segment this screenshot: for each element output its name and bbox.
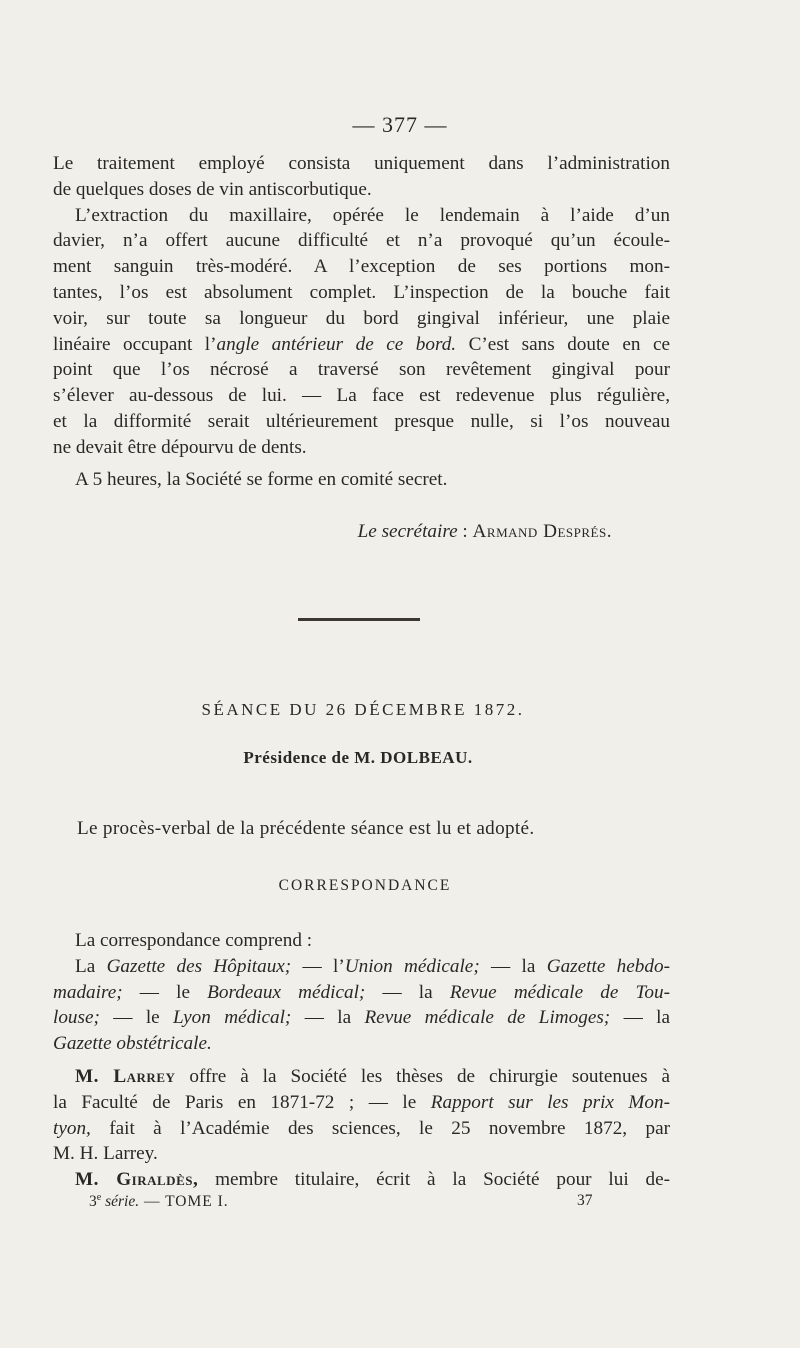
correspondance-block bbox=[53, 928, 670, 1057]
correspondance-intro: La correspondance comprend : bbox=[75, 930, 313, 951]
journal-title: Revue médicale de Limoges; bbox=[364, 1007, 611, 1029]
serie-superscript: e bbox=[96, 1192, 102, 1203]
journal-title: Gazette hebdo- bbox=[546, 955, 670, 977]
larrey-line-1 bbox=[53, 1064, 670, 1090]
journal-title: Gazette obstétricale. bbox=[53, 1033, 212, 1055]
serie-word: série. bbox=[101, 1193, 140, 1211]
line-text: linéaire occupant l’ bbox=[53, 333, 217, 355]
paragraph-extraction-line-8: s’élever au-dessous de lui. — La face est redevenue plus régulière, bbox=[53, 385, 670, 407]
journal-title: Gazette des Hôpitaux; bbox=[106, 955, 292, 977]
larrey-block bbox=[53, 1064, 670, 1193]
proces-verbal: Le procès-verbal de la précédente séance est lu et adopté. bbox=[77, 818, 535, 839]
paragraph-treatment-line-2: de quelques doses de vin antiscorbutique. bbox=[53, 178, 372, 200]
signature-separator: : bbox=[457, 521, 473, 542]
line-text: La bbox=[75, 955, 107, 977]
line-text: C’est sans doute en ce bbox=[456, 333, 670, 355]
member-name: M. Larrey bbox=[75, 1066, 176, 1087]
comite-text: A 5 heures, la Société se forme en comité secret. bbox=[75, 469, 448, 490]
paragraph-extraction-line-2: davier, n’a offert aucune difficulté et n’a provoqué qu’un écoule- bbox=[53, 230, 670, 252]
paragraph-extraction-line-10: ne devait être dépourvu de dents. bbox=[53, 436, 307, 458]
correspondance-line-4 bbox=[53, 1031, 670, 1057]
line-text: — la bbox=[610, 1007, 670, 1029]
correspondance-line-1 bbox=[53, 954, 670, 980]
seance-title: SÉANCE DU 26 DÉCEMBRE 1872. bbox=[201, 700, 525, 719]
text-block-top bbox=[53, 151, 670, 461]
line-text: — la bbox=[365, 981, 450, 1003]
paragraph-treatment-line-1: Le traitement employé consista uniquement dans l’administration bbox=[53, 153, 670, 174]
line-text: — la bbox=[479, 955, 547, 977]
paragraph-extraction-line-9: et la difformité serait ultérieurement presque nulle, si l’os nouveau bbox=[53, 410, 670, 432]
journal-title: Revue médicale de Tou- bbox=[449, 981, 670, 1003]
line-text: — l’ bbox=[291, 955, 345, 977]
paragraph-extraction-line-4: tantes, l’os est absolument complet. L’inspection de la bouche fait bbox=[53, 281, 670, 303]
comite-secret bbox=[75, 467, 692, 493]
giraldes-line-1 bbox=[53, 1167, 670, 1193]
sheet-number: 37 bbox=[577, 1192, 593, 1209]
line-text: la Faculté de Paris en 1871-72 ; — le bbox=[53, 1091, 431, 1113]
line-text: offre à la Société les thèses de chirurgie soutenues à bbox=[175, 1066, 670, 1087]
signature-role: Le secrétaire bbox=[357, 521, 458, 542]
signature bbox=[0, 521, 612, 543]
correspondance-heading: CORRESPONDANCE bbox=[278, 877, 452, 894]
line-text: fait à l’Académie des sciences, le 25 novembre 1872, par bbox=[90, 1117, 670, 1139]
journal-title: louse; bbox=[53, 1007, 100, 1029]
italic-phrase: angle antérieur de ce bord. bbox=[216, 333, 457, 355]
paragraph-extraction-line-7: point que l’os nécrosé a traversé son revêtement gingival pour bbox=[53, 359, 670, 381]
report-title: Rapport sur les prix Mon- bbox=[430, 1091, 670, 1113]
serie-number: 3 bbox=[89, 1193, 97, 1211]
paragraph-extraction-line-1: L’extraction du maxillaire, opérée le lendemain à l’aide d’un bbox=[75, 204, 670, 226]
paragraph-extraction-line-5: voir, sur toute sa longueur du bord gingival inférieur, une plaie bbox=[53, 307, 670, 329]
correspondance-line-3 bbox=[53, 1005, 670, 1031]
journal-title: Bordeaux médical; bbox=[207, 981, 366, 1003]
line-text: — la bbox=[291, 1007, 365, 1029]
line-text: membre titulaire, écrit à la Société pour lui de- bbox=[198, 1169, 670, 1191]
report-title: tyon, bbox=[53, 1117, 91, 1139]
larrey-line-2 bbox=[53, 1090, 670, 1116]
journal-title: Union médicale; bbox=[344, 955, 480, 977]
journal-title: Lyon médical; bbox=[173, 1007, 292, 1029]
tome-label: — TOME I. bbox=[139, 1193, 229, 1211]
line-text: — le bbox=[99, 1007, 174, 1029]
larrey-line-3 bbox=[53, 1116, 670, 1142]
member-name: M. Giraldès, bbox=[75, 1169, 199, 1191]
paragraph-extraction-line-3: ment sanguin très-modéré. A l’exception de ses portions mon- bbox=[53, 256, 670, 278]
paragraph-extraction-line-6 bbox=[53, 332, 670, 358]
page-number: — 377 — bbox=[352, 112, 448, 137]
journal-title: madaire; bbox=[53, 981, 123, 1003]
line-text: — le bbox=[122, 981, 208, 1003]
section-divider bbox=[298, 618, 420, 621]
presidence-heading: Présidence de M. DOLBEAU. bbox=[243, 748, 473, 767]
correspondance-line-2 bbox=[53, 980, 670, 1006]
signature-mark bbox=[89, 1192, 229, 1211]
larrey-line-4: M. H. Larrey. bbox=[53, 1143, 158, 1165]
signature-name: Armand Després. bbox=[472, 521, 612, 542]
